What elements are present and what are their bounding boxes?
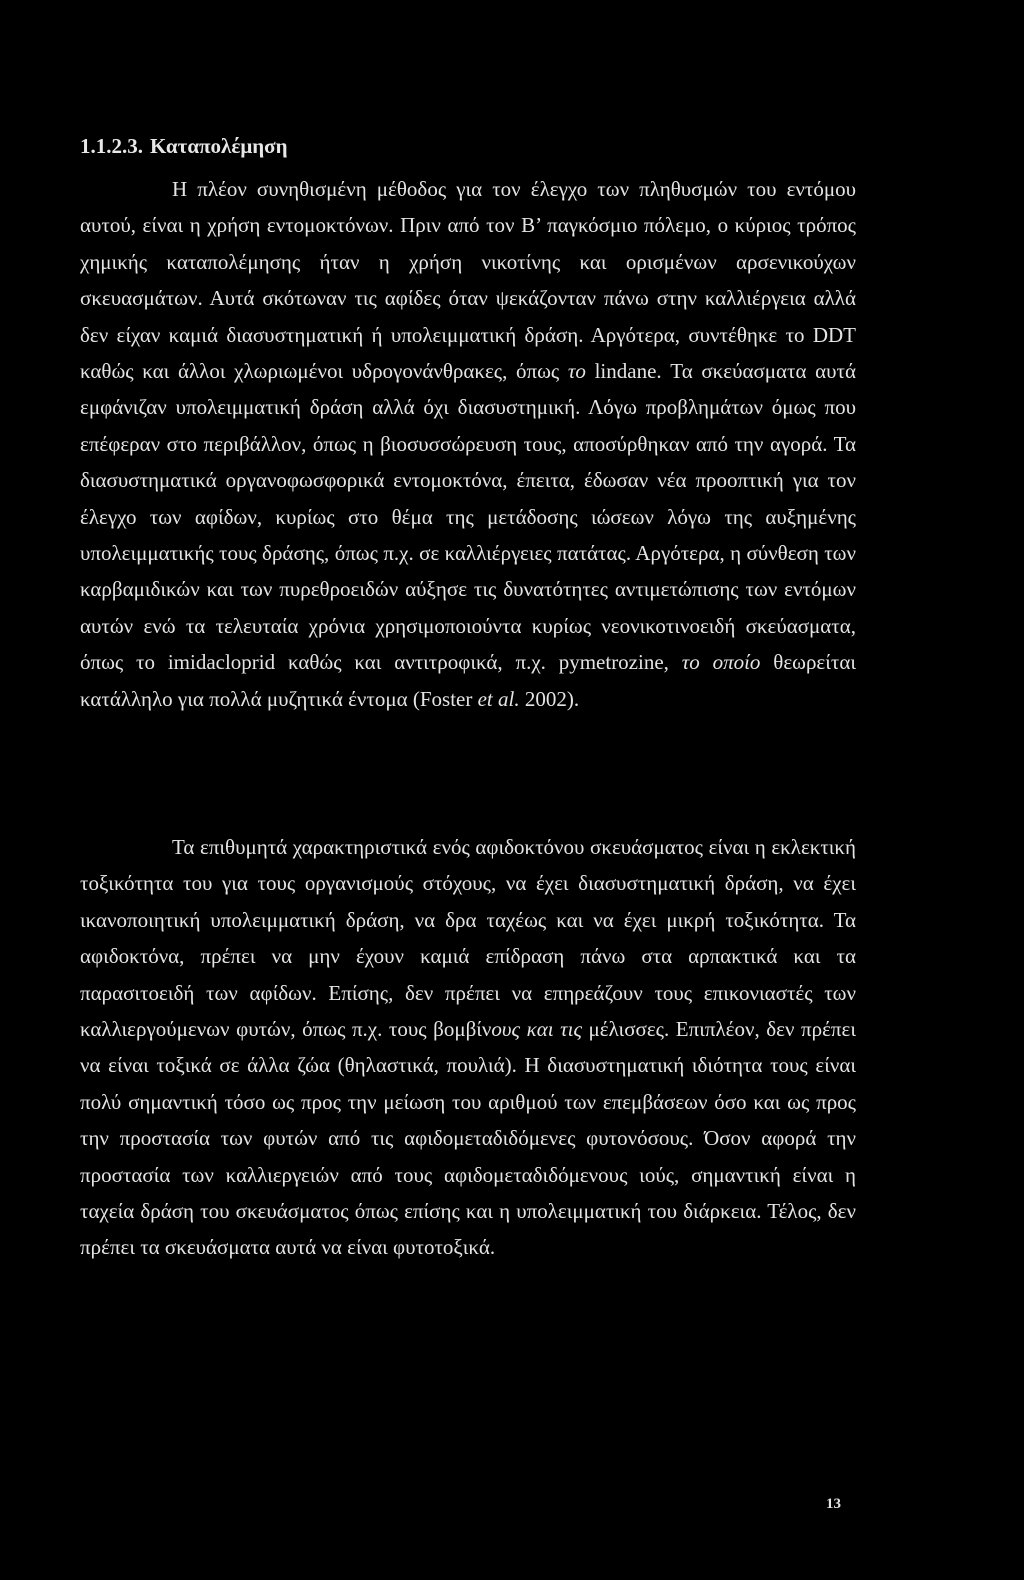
- paragraph-1-text: θεωρείται κατάλληλο για πολλά μυζητικά έντομα (Foster: [80, 650, 856, 711]
- paragraph-2-italic-ous-kai-tis: ους και τις: [491, 1017, 582, 1042]
- paragraph-2-text: Τα επιθυμητά χαρακτηριστικά ενός αφιδοκτόνου σκευάσματος είναι η εκλεκτική τοξικότητα του για τους οργανισμούς στόχους, να έχει διασυστηματική δράση, να έχει ικανοποιητική υπολειμματική δράση, να δρα ταχέως και να έχει μικρή τοξικότητα. Τα αφιδοκτόνα, πρέπει να μην έχουν καμιά επίδραση πάνω στα αρπακτικά και τα παρασιτοειδή των αφίδων. Επίσης, δεν πρέπει να επηρεάζουν τους επικονιαστές των καλλιεργούμενων φυτών, όπως π.χ. τους βομβίν: [80, 835, 856, 1042]
- paragraph-1-italic-to-opoio: το οποίο: [681, 650, 761, 675]
- section-heading: [80, 131, 288, 161]
- paragraph-2-text: μέλισσες. Επιπλέον, δεν πρέπει να είναι τοξικά σε άλλα ζώα (θηλαστικά, πουλιά). Η διασυστηματική ιδιότητα τους είναι πολύ σημαντική τόσο ως προς την μείωση του αριθμού των επεμβάσεων όσο και ως προς την προστασία των φυτών από τις αφιδομεταδιδόμενες φυτονόσους. Όσον αφορά την προστασία των καλλιεργειών από τους αφιδομεταδιδόμενους ιούς, σημαντική είναι η ταχεία δράση του σκευάσματος όπως επίσης και η υπολειμματική του διάρκεια. Τέλος, δεν πρέπει τα σκευάσματα αυτά να είναι φυτοτοξικά.: [80, 1017, 856, 1260]
- paragraph-2: [80, 829, 856, 1266]
- page-number: 13: [826, 1496, 841, 1512]
- section-title: Καταπολέμηση: [150, 134, 288, 158]
- paragraph-1-text: lindane. Τα σκεύασματα αυτά εμφάνιζαν υπολειμματική δράση αλλά όχι διασυστημική. Λόγω προβλημάτων όμως που επέφεραν στο περιβάλλον, όπως η βιοσυσσώρευση τους, αποσύρθηκαν από την αγορά. Τα διασυστηματικά οργανοφωσφορικά εντομοκτόνα, έπειτα, έδωσαν νέα προοπτική για τον έλεγχο των αφίδων, κυρίως στο θέμα της μετάδοσης ιώσεων λόγω της αυξημένης υπολειμματικής τους δράσης, όπως π.χ. σε καλλιέργειες πατάτας. Αργότερα, η σύνθεση των καρβαμιδικών και των πυρεθροειδών αύξησε τις δυνατότητες αντιμετώπισης των εντόμων αυτών ενώ τα τελευταία χρόνια χρησιμοποιούντα κυρίως νεονικοτινοειδή σκεύασματα, όπως το imidacloprid καθώς και αντιτροφικά, π.χ. pymetrozine,: [80, 359, 856, 675]
- paragraph-1-text: Η πλέον συνηθισμένη μέθοδος για τον έλεγχο των πληθυσμών του εντόμου αυτού, είναι η χρήση εντομοκτόνων. Πριν από τον Β’ παγκόσμιο πόλεμο, ο κύριος τρόπος χημικής καταπολέμησης ήταν η χρήση νικοτίνης και ορισμένων αρσενικούχων σκευασμάτων. Αυτά σκότωναν τις αφίδες όταν ψεκάζονταν πάνω στην καλλιέργεια αλλά δεν είχαν καμιά διασυστηματική ή υπολειμματική δράση. Αργότερα, συντέθηκε το DDT καθώς και άλλοι χλωριωμένοι υδρογονάνθρακες, όπως: [80, 177, 856, 384]
- paragraph-1-italic-to: το: [567, 359, 586, 384]
- section-number: 1.1.2.3.: [80, 134, 143, 158]
- paragraph-1-text: 2002).: [519, 686, 580, 711]
- paragraph-1: [80, 171, 856, 717]
- paragraph-1-italic-et-al: et al.: [477, 686, 520, 711]
